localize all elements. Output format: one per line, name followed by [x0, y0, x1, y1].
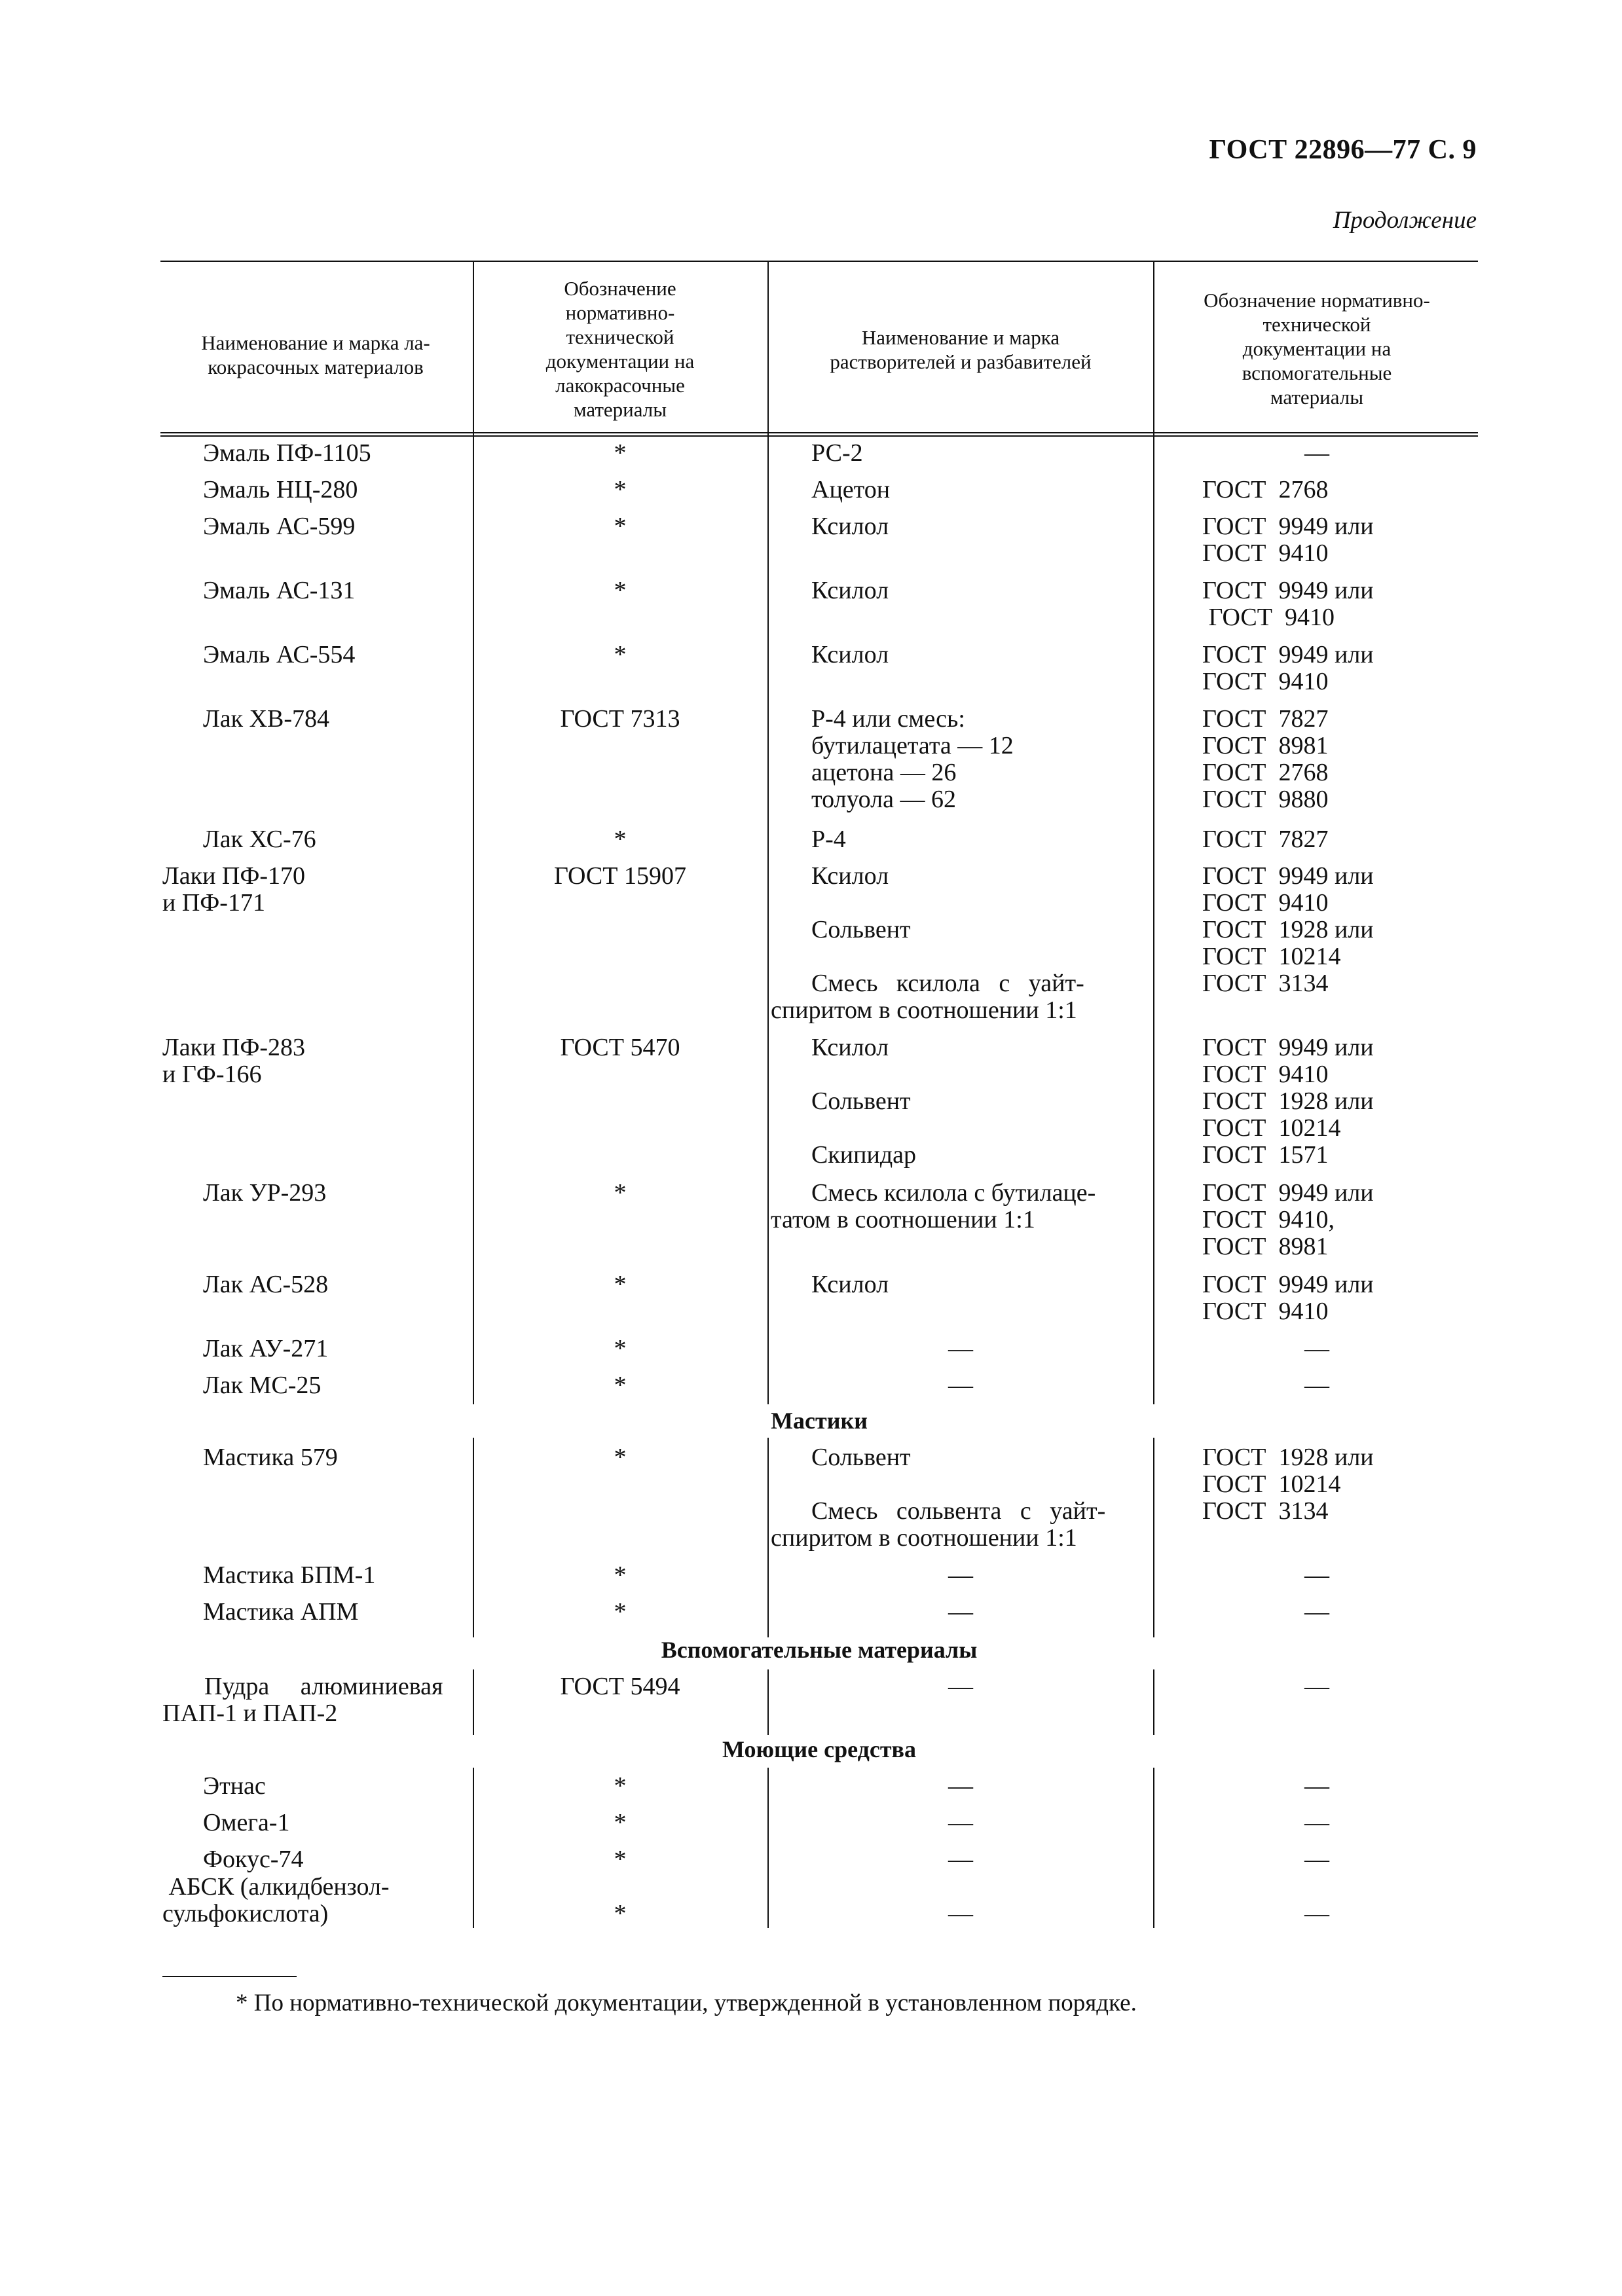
section-heading-auxiliary: Вспомогательные материалы: [661, 1637, 978, 1663]
table-row-doc: *: [614, 641, 627, 668]
table-row-material: Пудра алюминиевая: [204, 1673, 443, 1700]
table-row-doc: *: [614, 1372, 627, 1399]
table-row-doc: *: [614, 1598, 627, 1626]
table-row-material: Лак АС-528: [203, 1271, 329, 1298]
table-row-material: Фокус-74: [203, 1846, 304, 1873]
table-row-solvent: Смесь сольвента с уайт-: [811, 1497, 1106, 1525]
table-row-material: Эмаль АС-131: [203, 577, 356, 604]
table-row-material: Лак ХС-76: [203, 826, 316, 853]
table-row-doc: *: [614, 1271, 627, 1298]
table-row-solvent: Ацетон: [811, 476, 891, 503]
column-header-material: Наименование и марка ла- кокрасочных материалов: [201, 331, 430, 378]
table-row-solvent: Р-4 или смесь: бутилацетата — 12 ацетона — 26 толуола — 62: [811, 705, 1014, 813]
table-row-solvent: Смесь ксилола с бутилаце-: [811, 1179, 1096, 1207]
table-row-doc: ГОСТ 7313: [560, 705, 680, 733]
col-sep-2-detergents: [767, 1768, 769, 1928]
table-row-aux: —: [1304, 1772, 1329, 1800]
table-row-doc: *: [614, 1335, 627, 1362]
table-row-aux: ГОСТ 7827: [1202, 826, 1329, 853]
col-sep-2-mastics: [767, 1438, 769, 1637]
table-row-aux: ГОСТ 9949 или ГОСТ 9410: [1202, 1271, 1374, 1325]
table-row-aux: ГОСТ 9949 или ГОСТ 9410: [1202, 513, 1374, 567]
table-row-material: Эмаль НЦ-280: [203, 476, 358, 503]
section-heading-detergents: Моющие средства: [722, 1736, 916, 1762]
column-header-solvent: Наименование и марка растворителей и разбавителей: [830, 326, 1092, 373]
header-bottom-rule-1: [160, 432, 1478, 433]
table-row-doc: *: [614, 439, 627, 467]
table-row-solvent: спиритом в соотношении 1:1: [771, 1524, 1077, 1552]
table-row-solvent: —: [948, 1561, 973, 1589]
table-row-material: Мастика 579: [203, 1444, 338, 1471]
table-row-solvent: Р-4: [811, 826, 846, 853]
table-row-aux: ГОСТ 9949 или ГОСТ 9410: [1202, 641, 1374, 695]
table-row-material: Лак УР-293: [203, 1179, 327, 1207]
table-row-doc: *: [614, 1809, 627, 1836]
table-row-material: Эмаль АС-599: [203, 513, 356, 540]
col-sep-1-aux: [473, 1669, 474, 1735]
table-row-solvent: —: [948, 1900, 973, 1927]
table-row-aux: ГОСТ 1928 или ГОСТ 10214: [1202, 1087, 1374, 1142]
table-row-solvent: РС-2: [811, 439, 863, 467]
table-row-material: Мастика БПМ-1: [203, 1561, 376, 1589]
table-row-doc: ГОСТ 15907: [554, 862, 686, 890]
table-row-doc: ГОСТ 5470: [560, 1034, 680, 1061]
table-row-aux: —: [1304, 1809, 1329, 1836]
table-row-doc: *: [614, 1561, 627, 1589]
table-row-material: Лаки ПФ-170 и ПФ-171: [162, 862, 306, 917]
table-row-solvent: татом в соотношении 1:1: [771, 1206, 1035, 1233]
page-header-title: ГОСТ 22896—77 С. 9: [1209, 135, 1477, 165]
table-row-doc: ГОСТ 5494: [560, 1673, 680, 1700]
column-header-aux-doc: Обозначение нормативно- технической документации на вспомогательные материалы: [1204, 289, 1430, 409]
table-row-solvent: —: [948, 1846, 973, 1873]
table-row-material: Мастика АПМ: [203, 1598, 359, 1626]
table-row-aux: —: [1304, 1335, 1329, 1362]
table-row-aux: ГОСТ 9949 или ГОСТ 9410: [1202, 577, 1374, 631]
table-row-material-absk: [162, 1874, 509, 1927]
table-row-aux: ГОСТ 1928 или ГОСТ 10214: [1202, 916, 1374, 970]
table-row-material: Эмаль ПФ-1105: [203, 439, 371, 467]
section-heading-mastics: Мастики: [771, 1408, 868, 1434]
col-sep-3-aux: [1153, 1669, 1154, 1735]
table-row-aux: ГОСТ 3134: [1202, 1497, 1329, 1525]
table-row-solvent: Смесь ксилола с уайт-: [811, 970, 1084, 997]
table-row-material: Лаки ПФ-283 и ГФ-166: [162, 1034, 306, 1088]
table-row-aux: ГОСТ 1928 или ГОСТ 10214: [1202, 1444, 1374, 1498]
table-row-aux: ГОСТ 9949 или ГОСТ 9410, ГОСТ 8981: [1202, 1179, 1374, 1260]
table-row-doc: *: [614, 1846, 627, 1873]
footnote-rule: [162, 1976, 297, 1977]
table-row-aux: ГОСТ 9949 или ГОСТ 9410: [1202, 862, 1374, 917]
table-row-doc: *: [614, 1444, 627, 1471]
table-row-solvent: Сольвент: [811, 916, 911, 943]
table-row-solvent: спиритом в соотношении 1:1: [771, 996, 1077, 1024]
table-row-aux: —: [1304, 1561, 1329, 1589]
table-row-aux: ГОСТ 2768: [1202, 476, 1329, 503]
table-row-material: ПАП-1 и ПАП-2: [162, 1700, 338, 1727]
table-row-material: Лак МС-25: [203, 1372, 322, 1399]
table-row-aux: ГОСТ 7827 ГОСТ 8981 ГОСТ 2768 ГОСТ 9880: [1202, 705, 1329, 813]
table-row-solvent: Ксилол: [811, 862, 889, 890]
table-row-doc: *: [614, 826, 627, 853]
table-row-aux: —: [1304, 1673, 1329, 1700]
table-row-material: Лак АУ-271: [203, 1335, 329, 1362]
table-row-doc: *: [614, 1772, 627, 1800]
table-row-material: Лак ХВ-784: [203, 705, 330, 733]
header-bottom-rule-2: [160, 435, 1478, 437]
table-row-aux: —: [1304, 439, 1329, 467]
table-row-solvent: Ксилол: [811, 641, 889, 668]
table-row-solvent: Ксилол: [811, 1271, 889, 1298]
footnote-text: * По нормативно-технической документации, утвержденной в установленном порядке.: [236, 1990, 1137, 2016]
table-row-doc: *: [614, 1900, 627, 1927]
table-row-material: Этнас: [203, 1772, 266, 1800]
table-row-solvent: Ксилол: [811, 1034, 889, 1061]
table-row-solvent: —: [948, 1372, 973, 1399]
table-row-material: Омега-1: [203, 1809, 290, 1836]
table-row-aux: ГОСТ 1571: [1202, 1141, 1329, 1169]
table-row-aux: ГОСТ 9949 или ГОСТ 9410: [1202, 1034, 1374, 1088]
table-row-solvent: —: [948, 1598, 973, 1626]
table-row-solvent: Ксилол: [811, 577, 889, 604]
col-sep-2: [767, 261, 769, 1404]
table-row-solvent: —: [948, 1772, 973, 1800]
table-row-aux: —: [1304, 1372, 1329, 1399]
table-row-doc: *: [614, 577, 627, 604]
table-row-solvent: —: [948, 1673, 973, 1700]
table-row-solvent: Сольвент: [811, 1444, 911, 1471]
table-top-rule: [160, 261, 1478, 262]
table-row-material-absk-text: АБСК (алкидбензол- сульфокислота): [162, 1873, 390, 1927]
column-header-material-doc: Обозначение нормативно- технической документации на лакокрасочные материалы: [545, 277, 695, 421]
table-row-solvent: Скипидар: [811, 1141, 917, 1169]
continuation-label: Продолжение: [1333, 207, 1477, 234]
table-row-doc: *: [614, 513, 627, 540]
table-row-solvent: Ксилол: [811, 513, 889, 540]
table-row-aux: —: [1304, 1900, 1329, 1927]
table-row-aux: —: [1304, 1598, 1329, 1626]
table-row-solvent: —: [948, 1809, 973, 1836]
col-sep-3-detergents: [1153, 1768, 1154, 1928]
table-row-aux: —: [1304, 1846, 1329, 1873]
table-row-material: Эмаль АС-554: [203, 641, 356, 668]
table-row-solvent: Сольвент: [811, 1087, 911, 1115]
table-row-doc: *: [614, 476, 627, 503]
table-row-aux: ГОСТ 3134: [1202, 970, 1329, 997]
table-row-doc: *: [614, 1179, 627, 1207]
col-sep-2-aux: [767, 1669, 769, 1735]
table-row-solvent: —: [948, 1335, 973, 1362]
